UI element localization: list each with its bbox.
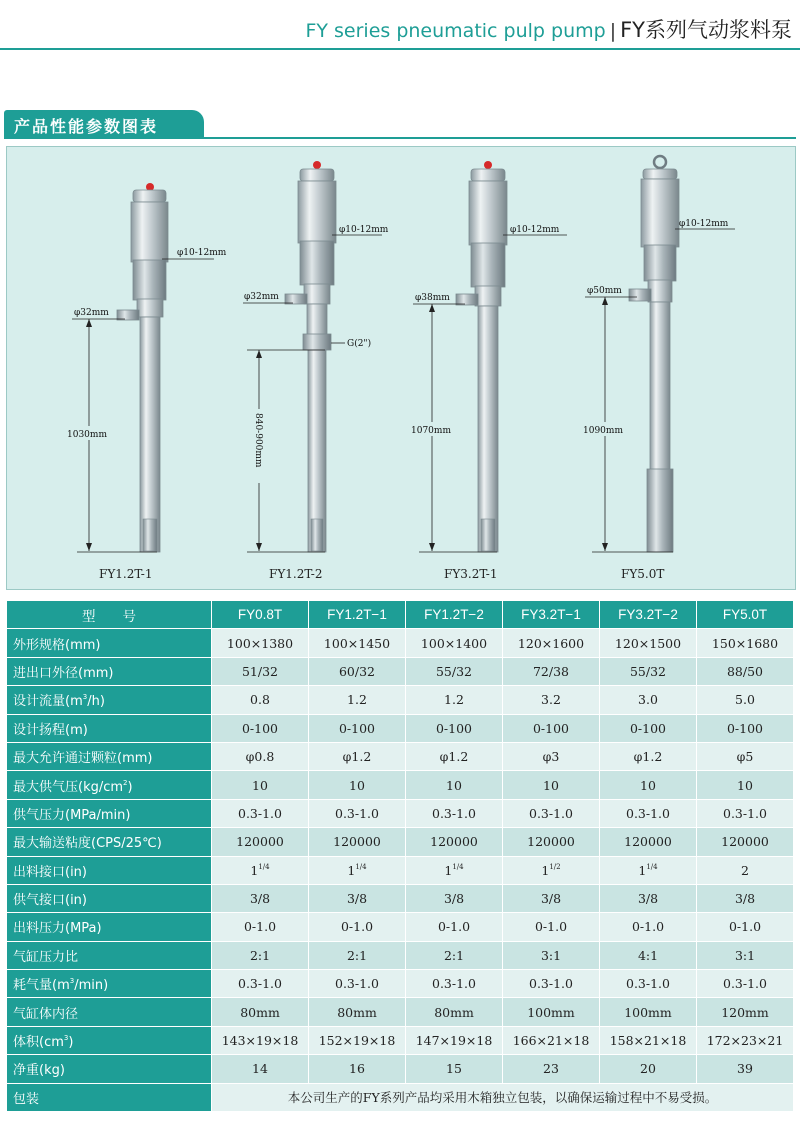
table-row [7,913,794,941]
table-cell [212,856,309,884]
spec-table-header [7,601,794,629]
table-row [7,686,794,714]
table-cell: 2:1 [406,941,503,969]
pump-4-top-cap [643,169,677,179]
pump-4-model-label: FY5.0T [621,567,665,581]
table-cell: 172×23×21 [697,1026,794,1054]
table-cell: 0.3-1.0 [406,970,503,998]
pump-1-frame [133,260,166,300]
header-cell-model: 型 号 [7,601,212,629]
table-cell: 10 [212,771,309,799]
table-cell: 3.0 [600,686,697,714]
cell-base: 1 [250,862,259,878]
table-cell: 0-1.0 [406,913,503,941]
pump-2-thread-label: G(2") [347,339,372,349]
pump-1-length-label: 1030mm [67,430,107,440]
table-cell: 4:1 [600,941,697,969]
table-cell: 0.3-1.0 [503,799,600,827]
pump-4-air-inlet-label: φ10-12mm [679,219,729,229]
section-title [4,110,204,138]
table-cell: 15 [406,1055,503,1083]
table-cell: 120000 [212,828,309,856]
table-row [7,998,794,1026]
table-cell: 0-100 [697,714,794,742]
table-row [7,771,794,799]
row-label-text: /min) [74,978,109,994]
row-label: 外形规格(mm) [7,629,212,657]
row-label: 出料接口(in) [7,856,212,884]
row-label-superscript: 3 [63,1034,69,1043]
table-cell: 120mm [697,998,794,1026]
header-rule [0,48,800,50]
pump-4-cylinder [641,179,679,247]
pump-2-outlet [285,294,307,304]
table-cell: 0.3-1.0 [600,799,697,827]
pump-2-tube-upper [307,304,327,336]
table-cell: 120000 [309,828,406,856]
table-cell: 20 [600,1055,697,1083]
table-cell: 100×1380 [212,629,309,657]
row-label-text: 耗气量(m [13,978,70,994]
table-cell: 150×1680 [697,629,794,657]
table-cell: 3/8 [406,884,503,912]
pump-4-outlet-label: φ50mm [587,286,622,296]
table-cell: 39 [697,1055,794,1083]
table-cell: 0-100 [309,714,406,742]
pump-2-thread-fitting [303,334,331,350]
table-cell: 10 [406,771,503,799]
pump-1-outlet-label: φ32mm [74,308,109,318]
row-label-superscript: 2 [123,778,128,787]
row-label-text: /h) [87,694,105,710]
table-cell: 0-100 [406,714,503,742]
spec-table [6,600,794,1112]
pump-3-foot [481,519,495,551]
pump-3-outlet [456,294,478,305]
table-cell: 80mm [309,998,406,1026]
cell-base: 1 [347,862,356,878]
table-cell: 23 [503,1055,600,1083]
pump-4-lift-ring [654,156,666,168]
packaging-row [7,1083,794,1111]
table-cell: 80mm [406,998,503,1026]
row-label-superscript: 3 [69,977,75,986]
table-cell: 100×1450 [309,629,406,657]
pump-2-model-label: FY1.2T-2 [269,567,323,581]
table-cell: 0-1.0 [309,913,406,941]
pump-3-length-label: 1070mm [411,426,451,436]
table-cell: 3/8 [309,884,406,912]
section-title-text: 产品性能参数图表 [14,117,159,136]
pump-4-frame [644,245,676,281]
pump-2-length-label: 840-900mm [253,413,263,468]
cell-base: 2 [741,862,749,878]
pump-1-air-inlet-label: φ10-12mm [177,248,227,258]
row-label: 进出口外径(mm) [7,657,212,685]
cell-superscript: 1/4 [355,862,367,871]
row-label: 气缸体内径 [7,998,212,1026]
cell-superscript: 1/4 [258,862,270,871]
table-row [7,1055,794,1083]
row-label: 最大输送粘度(CPS/25℃) [7,828,212,856]
table-row [7,799,794,827]
header-cell-fy0-8t: FY0.8T [212,601,309,629]
pump-4-length-label: 1090mm [583,426,623,436]
pump-2-connector [304,284,330,304]
table-cell: 2:1 [309,941,406,969]
table-cell: 0.3-1.0 [309,970,406,998]
pump-1-cylinder [131,202,168,262]
cell-base: 1 [444,862,453,878]
table-cell: 51/32 [212,657,309,685]
pump-4-tube [650,302,670,472]
table-cell: 3/8 [697,884,794,912]
table-cell [697,856,794,884]
row-label-text: 设计流量(m [13,694,83,710]
pump-1-model-label: FY1.2T-1 [99,567,153,581]
table-cell: 10 [600,771,697,799]
table-cell: 120000 [503,828,600,856]
row-label: 出料压力(MPa) [7,913,212,941]
row-label-text: 最大供气压(kg/cm [13,779,124,795]
table-cell [309,856,406,884]
table-cell: φ1.2 [600,742,697,770]
table-cell: 0-100 [212,714,309,742]
pump-1-connector [137,299,163,317]
table-cell: 0.3-1.0 [309,799,406,827]
pump-3-model-label: FY3.2T-1 [444,567,498,581]
row-label: 供气接口(in) [7,884,212,912]
table-cell: 0.8 [212,686,309,714]
table-row [7,856,794,884]
header-cell-fy5-0t: FY5.0T [697,601,794,629]
table-cell: 3/8 [212,884,309,912]
pump-3-tube [478,306,498,552]
pump-4-connector [648,280,672,302]
cell-superscript: 1/2 [549,862,561,871]
row-label: 净重(kg) [7,1055,212,1083]
pump-2-top-cap [300,169,334,181]
table-cell: 158×21×18 [600,1026,697,1054]
table-cell: 10 [503,771,600,799]
cell-base: 1 [638,862,647,878]
table-cell: 80mm [212,998,309,1026]
row-label [7,1026,212,1054]
pump-1-top-cap [133,190,166,202]
row-label: 最大允许通过颗粒(mm) [7,742,212,770]
header-title-cn: FY系列气动浆料泵 [620,18,792,42]
table-cell [600,856,697,884]
table-cell: 3:1 [697,941,794,969]
pump-fy5-0t [581,156,735,581]
table-cell: 166×21×18 [503,1026,600,1054]
table-cell: 0-100 [600,714,697,742]
pump-2-cylinder [298,181,336,243]
packaging-note: 本公司生产的FY系列产品均采用木箱独立包装，以确保运输过程中不易受损。 [212,1083,794,1111]
table-cell: 5.0 [697,686,794,714]
table-cell: 88/50 [697,657,794,685]
table-cell: φ1.2 [309,742,406,770]
pump-2-frame [300,241,334,285]
header-cell-fy3-2t-2: FY3.2T−2 [600,601,697,629]
table-cell: 100mm [503,998,600,1026]
table-cell: 1.2 [309,686,406,714]
table-cell: 0-1.0 [600,913,697,941]
pump-2-red-cap [313,161,321,169]
pump-4-outlet [629,289,651,301]
packaging-label: 包装 [7,1083,212,1111]
table-cell: 3.2 [503,686,600,714]
pump-illustrations [7,147,795,589]
table-cell: 10 [697,771,794,799]
table-row [7,941,794,969]
table-cell: 120×1500 [600,629,697,657]
row-label-text: ) [68,1035,74,1051]
header-cell-fy1-2t-2: FY1.2T−2 [406,601,503,629]
table-cell: 0.3-1.0 [503,970,600,998]
table-row [7,714,794,742]
table-cell: φ3 [503,742,600,770]
pump-2-outlet-label: φ32mm [244,292,279,302]
pump-3-top-cap [471,169,505,181]
table-cell: 100mm [600,998,697,1026]
pump-1-foot [143,519,157,551]
table-row [7,884,794,912]
table-cell: 0.3-1.0 [697,970,794,998]
row-label: 气缸压力比 [7,941,212,969]
table-cell: 0.3-1.0 [600,970,697,998]
table-cell: 120×1600 [503,629,600,657]
row-label-text: ) [127,779,133,795]
product-figure [6,146,796,590]
table-cell: 1.2 [406,686,503,714]
table-cell: 0-1.0 [503,913,600,941]
pump-3-cylinder [469,181,507,245]
table-cell: 152×19×18 [309,1026,406,1054]
cell-base: 1 [541,862,550,878]
pump-3-frame [471,243,505,287]
table-row [7,1026,794,1054]
row-label: 设计扬程(m) [7,714,212,742]
table-row [7,828,794,856]
header-title-en: FY series pneumatic pulp pump [305,20,606,42]
table-cell: 3:1 [503,941,600,969]
table-cell [406,856,503,884]
table-row [7,742,794,770]
header-title [305,14,792,44]
table-cell: 2:1 [212,941,309,969]
pump-1-tube [140,317,160,552]
header-cell-fy1-2t-1: FY1.2T−1 [309,601,406,629]
table-cell [503,856,600,884]
table-row [7,629,794,657]
table-cell: 0.3-1.0 [212,799,309,827]
pump-3-air-inlet-label: φ10-12mm [510,225,560,235]
table-cell: 0.3-1.0 [212,970,309,998]
cell-superscript: 1/4 [452,862,464,871]
row-label [7,686,212,714]
table-cell: 120000 [600,828,697,856]
table-cell: 147×19×18 [406,1026,503,1054]
table-cell: 10 [309,771,406,799]
table-cell: 55/32 [406,657,503,685]
table-cell: 3/8 [503,884,600,912]
pump-fy1-2t-2 [243,161,389,581]
table-cell: φ1.2 [406,742,503,770]
table-cell: 0-1.0 [212,913,309,941]
table-cell: φ5 [697,742,794,770]
pump-2-foot [311,519,323,551]
table-cell: 143×19×18 [212,1026,309,1054]
row-label [7,970,212,998]
pump-4-lower-tube [647,469,673,552]
pump-3-connector [475,286,501,306]
pump-fy1-2t-1 [65,183,227,581]
table-cell: 60/32 [309,657,406,685]
table-cell: 120000 [697,828,794,856]
table-cell: φ0.8 [212,742,309,770]
table-cell: 0.3-1.0 [697,799,794,827]
table-cell: 0-1.0 [697,913,794,941]
cell-superscript: 1/4 [646,862,658,871]
table-cell: 55/32 [600,657,697,685]
row-label-text: 体积(cm [13,1035,64,1051]
table-cell: 3/8 [600,884,697,912]
table-cell: 0-100 [503,714,600,742]
row-label: 供气压力(MPa/min) [7,799,212,827]
section-rule [4,137,796,139]
header-cell-fy3-2t-1: FY3.2T−1 [503,601,600,629]
row-label-superscript: 3 [82,693,88,702]
table-cell: 120000 [406,828,503,856]
header-separator: | [609,20,617,42]
pump-1-outlet [117,310,139,320]
table-cell: 14 [212,1055,309,1083]
pump-2-air-inlet-label: φ10-12mm [339,225,389,235]
table-row [7,657,794,685]
table-cell: 0.3-1.0 [406,799,503,827]
pump-3-red-cap [484,161,492,169]
page-header [0,0,800,50]
table-cell: 100×1400 [406,629,503,657]
pump-3-outlet-label: φ38mm [415,293,450,303]
table-cell: 16 [309,1055,406,1083]
pump-fy3-2t-1 [409,161,567,581]
row-label [7,771,212,799]
table-cell: 72/38 [503,657,600,685]
table-row [7,970,794,998]
